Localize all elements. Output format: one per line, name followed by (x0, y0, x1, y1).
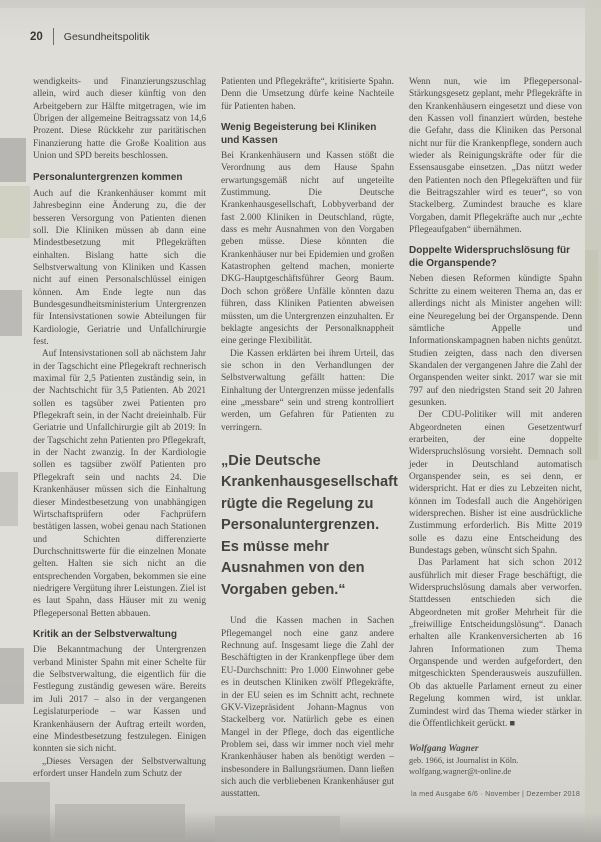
scan-artifact (0, 138, 26, 182)
body-paragraph: Und die Kassen machen in Sachen Pflegemangel noch eine ganz andere Rechnung auf. Insgesamt liege die Zahl der Beschäftigten in der Krankenpflege über dem EU-Durchschnitt: Pro 1.000 Einwohner gebe es in deutschen Kliniken zwölf Pflegekräfte, in der EU seien es im Schnitt acht, rechnete GKV-Vizepräsident Johann-Magnus von Stackelberg vor. Natürlich gebe es einen Mangel in der Pflege, doch das eigentliche Problem sei, dass wir immer noch viel mehr Krankenhäuser haben als benötigt werden – insbesondere in Ballungsräumen. Dann ließen sich auch die verbliebenen Krankenhäuser gut ausstatten. (221, 616, 394, 800)
body-paragraph: Neben diesen Reformen kündigte Spahn Schritte zu einem weiteren Thema an, das er allerdings nicht als Minister angehen will: eine Neuregelung bei der Organspende. Denn sämtliche Appelle und Informationskampagnen haben nichts genützt. Studien zeigten, dass nach den diversen Skandalen der vergangenen Jahre die Zahl der Organspenden weiter sinkt. 2017 war sie mit 797 auf den niedrigsten Stand seit 20 Jahren gesunken. (409, 274, 582, 408)
column-right (409, 76, 582, 801)
section-heading: Doppelte Widerspruchslösung für die Organspende? (409, 245, 571, 269)
scan-artifact (0, 648, 24, 704)
author-block (409, 744, 582, 777)
page-number: 20 (30, 30, 43, 43)
scan-artifact (0, 290, 22, 336)
scan-artifact (0, 812, 601, 842)
body-paragraph: Auf Intensivstationen soll ab nächstem Jahr in der Tagschicht eine Pflegekraft rechnerisch maximal für 2,5 Patienten zuständig sein, in der Nachtschicht für 3,5 Patienten. Ab 2021 sollen es tagsüber zwei Patienten pro Pflegekraft sein, in der Nacht dreieinhalb. Für Geriatrie und Unfallchirurgie gilt ab 2019: In der Tagschicht zehn Patienten pro Pflegekraft, in der Nacht zwanzig. In der Kardiologie sollen es tagsüber zwölf Patienten pro Pflegekraft sein und nachts 24. Die Krankenhäuser müssen sich die Einhaltung dieser Mindestbesetzung von unabhängigen Wirtschaftsprüfern oder Fachprüfern bestätigen lassen, wobei genau nach Stationen und Schichten differenzierte Durchschnittswerte für die einzelnen Monate gelten. Halten sie sich nicht an die entsprechenden Vorgaben, bekommen sie eine niedrigere Vergütung ihrer Leistungen. Ziel ist es laut Spahn, dass Häuser mit zu wenig Pflegepersonal Betten abbauen. (33, 349, 206, 619)
column-middle (221, 76, 398, 801)
body-paragraph: Die Kassen erklärten bei ihrem Urteil, das sie schon in den Verhandlungen der Selbstverwaltung gefällt hatten: Die Einhaltung der Untergrenzen müsse jedenfalls eine „messbare“ sein und streng kontrolliert werden, um Gefahren für Patienten zu verringern. (221, 348, 394, 433)
header-divider (53, 28, 54, 45)
author-bio: geb. 1966, ist Journalist in Köln. (409, 756, 519, 766)
body-paragraph: Das Parlament hat sich schon 2012 ausführlich mit dieser Frage beschäftigt, die Widerspruchslösung damals aber verworfen. Stattdessen entschieden sich die Abgeordneten mit großer Mehrheit für die „freiwillige Entscheidungslösung“. Danach erhalten alle Krankenversicherten ab 16 Jahren Informationen zum Thema Organspende und werden aufgefordert, den mitgeschickten Spenderausweis auszufüllen. Ob das aktuelle Parlament erneut zu einer Regelung kommen wird, ist unklar. Zumindest wird das Thema wieder stärker in die Öffentlichkeit gerückt. ■ (409, 558, 582, 729)
scan-artifact (55, 804, 185, 838)
scan-artifact (0, 472, 18, 526)
author-contact: wolfgang.wagner@t-online.de (409, 767, 512, 777)
page-header (30, 28, 150, 45)
pull-quote: „Die Deutsche Krankenhausgesellschaft rügte die Regelung zu Personaluntergrenzen. Es müsse mehr Ausnahmen von den Vorgaben geben.“ (221, 452, 398, 598)
body-paragraph: wendigkeits- und Finanzierungszuschlag allein, wird auch dieser künftig von den Arbeitgebern zur Hälfte mitgetragen, wie im Übrigen der allgemeine Beitragssatz von 14,6 Prozent. Diese Rückkehr zur paritätischen Finanzierung hatte die Große Koalition aus Union und SPD bereits beschlossen. (33, 77, 206, 162)
body-paragraph: Patienten und Pflegekräfte“, kritisierte Spahn. Denn die Umsetzung dürfe keine Nachteile für Patienten haben. (221, 77, 394, 112)
section-heading: Personaluntergrenzen kommen (33, 172, 183, 184)
scan-artifact (585, 0, 601, 842)
scan-artifact (215, 816, 340, 842)
article-body (33, 76, 582, 801)
scan-artifact (0, 186, 30, 238)
section-heading: Kritik an der Selbstverwaltung (33, 628, 177, 640)
scan-artifact (585, 250, 598, 460)
body-paragraph: „Dieses Versagen der Selbstverwaltung erfordert unser Handeln zum Schutz der (33, 756, 206, 779)
body-paragraph: Auch auf die Krankenhäuser kommt mit Jahresbeginn eine Änderung zu, die der besseren Versorgung von Patienten dienen soll. Die Kliniken müssen ab dann eine Mindestbesetzung mit Pflegekräften einhalten. Bislang hatte sich die Selbstverwaltung von Kliniken und Kassen nicht auf einen Personalschlüssel einigen können. Am Ende legte nun das Bundesgesundheitsministerium Untergrenzen für Intensivstationen sowie Abteilungen für Kardiologie, Geriatrie und Unfallchirurgie fest. (33, 188, 206, 348)
author-name: Wolfgang Wagner (409, 744, 479, 755)
scan-artifact (0, 0, 601, 8)
body-paragraph: Die Bekanntmachung der Untergrenzen verband Minister Spahn mit einer Schelte für die Selbstverwaltung, die eigentlich für die Festlegung zuständig gewesen wäre. Bereits im Juli 2017 – also in der vergangenen Legislaturperiode – war Kassen und Krankenhäusern der Auftrag erteilt worden, eine Mindestbesetzung festzulegen. Einigen konnten sie sich nicht. (33, 645, 206, 755)
section-heading: Wenig Begeisterung bei Kliniken und Kassen (221, 122, 377, 146)
body-paragraph: Der CDU-Politiker will mit anderen Abgeordneten einen Gesetzentwurf erarbeiten, der eine doppelte Widerspruchslösung vorsieht. Demnach soll jeder in Deutschland automatisch Organspender sein, es sei denn, er widerspricht. Hat er dies zu Lebzeiten nicht, können im Todesfall auch die Angehörigen widersprechen. Bisher ist eine ausdrückliche Zustimmung erforderlich. Bis Mitte 2019 solle es dazu eine Entscheidung des Bundestags geben, wünscht sich Spahn. (409, 410, 582, 557)
column-left (33, 76, 206, 801)
section-title: Gesundheitspolitik (63, 30, 150, 43)
body-paragraph: Bei Krankenhäusern und Kassen stößt die Verordnung aus dem Hause Spahn erwartungsgemäß nicht auf ungeteilte Zustimmung. Die Deutsche Krankenhausgesellschaft, Lobbyverband der fast 2.000 Kliniken in Deutschland, rügte, dass es mehr Ausnahmen von den Vorgaben geben müsse. Diese könnten die Krankenhäuser nur bei Epidemien und großen Katastrophen geltend machen, monierte DKG-Hauptgeschäftsführer Georg Baum. Doch schon größere Unfälle könnten dazu führen, dass Kliniken Patienten abweisen müssten, um die Untergrenzen einzuhalten. Er beklagte angesichts der Personalknappheit eine geringe Flexibilität. (221, 151, 394, 347)
body-paragraph: Wenn nun, wie im Pflegepersonal-Stärkungsgesetz geplant, mehr Pflegekräfte in den Krankenhäusern eingesetzt und diese von den Kassen voll finanziert würden, bestehe die Gefahr, dass die Kliniken das Personal nicht nur für die Krankenpflege, sondern auch wieder als Reinigungskräfte oder für die Essensausgabe einsetzen. „Das nützt weder den Patienten noch den Pflegekräften und für die Beitragszahler wird es teuer“, so von Stackelberg. Zumindest brauche es klare Vorgaben, damit Pflegekräfte auch nur „echte Pflegeaufgaben“ übernähmen. (409, 77, 582, 236)
issue-footer: la med Ausgabe 6/6 · November | Dezember 2018 (410, 789, 581, 799)
